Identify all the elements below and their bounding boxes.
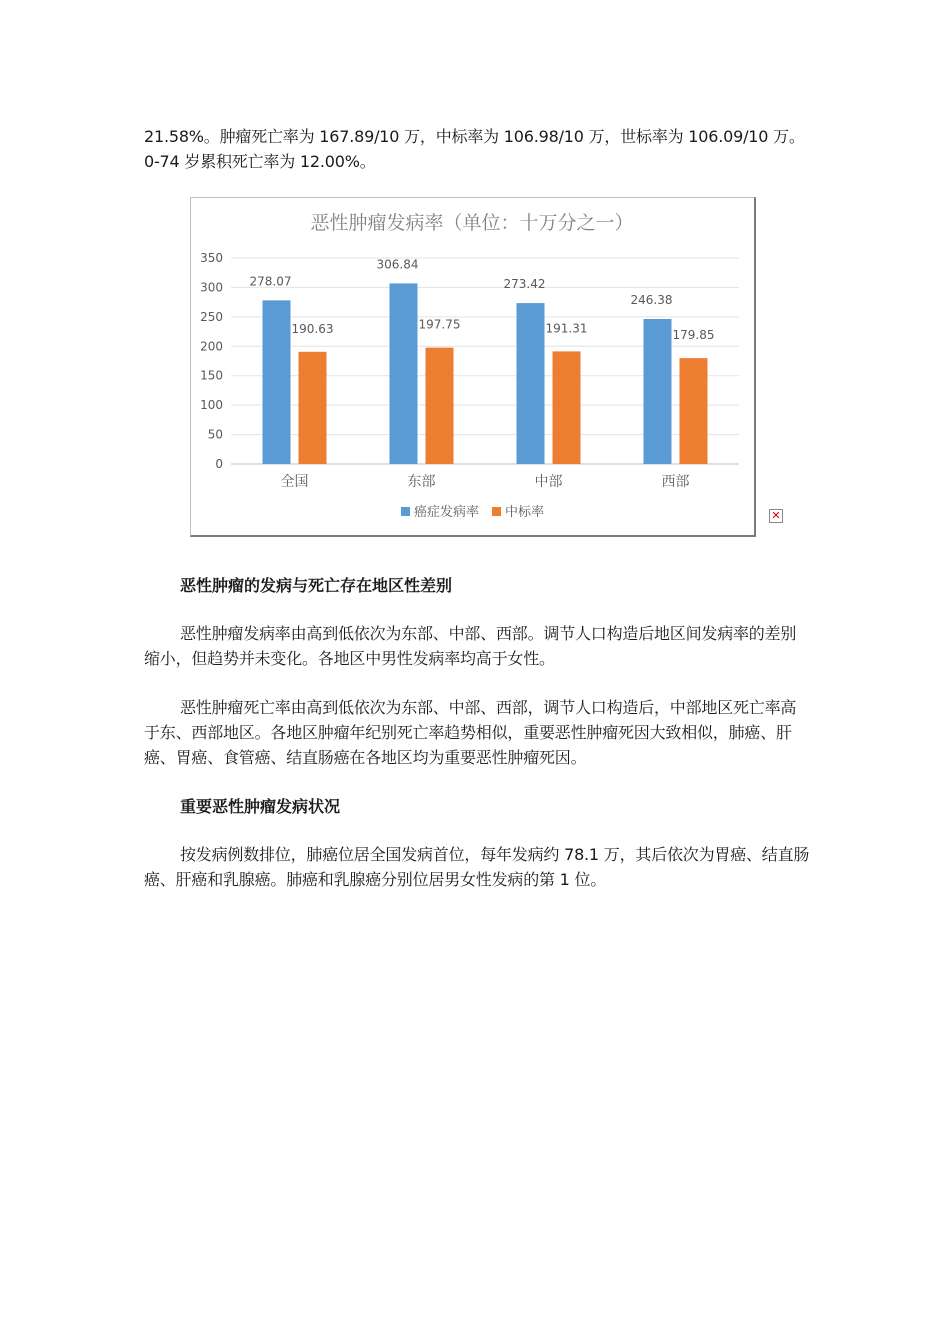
section-heading-regional-difference: 恶性肿瘤的发病与死亡存在地区性差别 [180, 576, 453, 595]
bar-全国-中标率 [299, 352, 327, 464]
x-tick-label-东部: 东部 [407, 474, 436, 490]
data-label-东部-癌症发病率: 306.84 [376, 257, 419, 272]
data-label-全国-中标率: 190.63 [291, 321, 334, 336]
bar-中部-中标率 [553, 351, 581, 464]
chart-image [190, 197, 756, 537]
paragraph-incidence-regional: 恶性肿瘤发病率由高到低依次为东部、中部、西部。调节人口构造后地区间发病率的差别缩小，但趋势并未变化。各地区中男性发病率均高于女性。 [144, 624, 797, 668]
y-tick-label-0: 0 [215, 457, 223, 471]
intro-line-2: 0-74 岁累积死亡率为 12.00%。 [144, 152, 376, 171]
y-tick-label-100: 100 [200, 398, 223, 413]
chart-title: 恶性肿瘤发病率（单位：十万分之一） [310, 212, 634, 234]
y-tick-label-150: 150 [200, 368, 223, 383]
y-tick-label-350: 350 [200, 251, 223, 265]
bar-东部-中标率 [426, 348, 454, 464]
legend-label-癌症发病率: 癌症发病率 [414, 505, 480, 520]
y-tick-label-250: 250 [200, 309, 223, 324]
x-tick-label-西部: 西部 [661, 474, 690, 490]
data-label-西部-中标率: 179.85 [672, 328, 715, 343]
data-label-中部-中标率: 191.31 [545, 321, 588, 336]
x-tick-label-全国: 全国 [280, 474, 309, 490]
y-tick-label-300: 300 [200, 280, 223, 295]
bar-全国-癌症发病率 [263, 300, 291, 464]
broken-image-icon: ✕ [769, 509, 783, 523]
y-tick-label-200: 200 [200, 339, 223, 354]
section-heading-major-cancers: 重要恶性肿瘤发病状况 [180, 797, 341, 816]
legend-swatch-癌症发病率 [401, 507, 410, 516]
paragraph-major-cancers: 按发病例数排位，肺癌位居全国发病首位，每年发病约 78.1 万，其后依次为胃癌、结直肠癌、肝癌和乳腺癌。肺癌和乳腺癌分别位居男女性发病的第 1 位。 [144, 845, 810, 889]
data-label-西部-癌症发病率: 246.38 [630, 292, 673, 307]
bar-中部-癌症发病率 [517, 303, 545, 464]
legend-label-中标率: 中标率 [505, 505, 545, 520]
intro-line-1: 21.58%。肿瘤死亡率为 167.89/10 万，中标率为 106.98/10 万，世标率为 106.09/10 万。 [144, 127, 805, 146]
data-label-东部-中标率: 197.75 [418, 317, 461, 332]
bar-西部-癌症发病率 [644, 319, 672, 464]
x-tick-label-中部: 中部 [534, 474, 563, 490]
bar-西部-中标率 [680, 358, 708, 464]
incidence-bar-chart [191, 198, 753, 534]
bar-东部-癌症发病率 [390, 283, 418, 464]
y-tick-label-50: 50 [207, 427, 223, 442]
paragraph-mortality-regional: 恶性肿瘤死亡率由高到低依次为东部、中部、西部，调节人口构造后，中部地区死亡率高于东、西部地区。各地区肿瘤年纪别死亡率趋势相似，重要恶性肿瘤死因大致相似，肺癌、肝癌、胃癌、食管癌、结直肠癌在各地区均为重要恶性肿瘤死因。 [144, 698, 797, 767]
data-label-全国-癌症发病率: 278.07 [249, 274, 292, 289]
data-label-中部-癌症发病率: 273.42 [503, 277, 546, 292]
legend-swatch-中标率 [492, 507, 501, 516]
